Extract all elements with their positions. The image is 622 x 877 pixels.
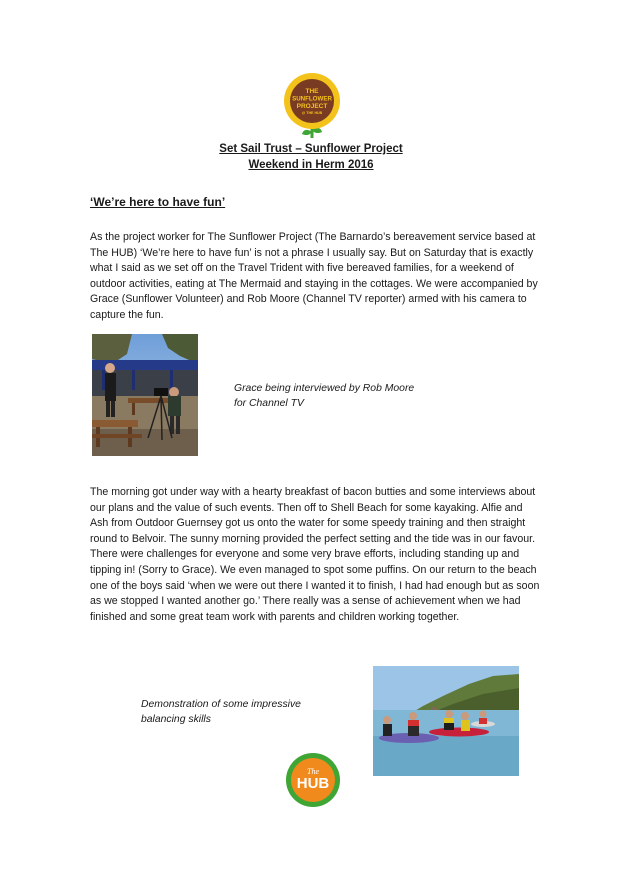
kayak-photo-caption: Demonstration of some impressive balancing skills <box>141 699 301 725</box>
hub-logo-text: HUB <box>296 775 330 792</box>
logo-line-2: SUNFLOWER <box>292 95 332 103</box>
kayak-photo <box>373 666 519 776</box>
document-title: Set Sail Trust – Sunflower Project <box>219 143 403 155</box>
logo-line-3: PROJECT <box>296 103 328 110</box>
interview-photo-caption: Grace being interviewed by Rob Moore for Channel TV <box>234 383 415 409</box>
paragraph-intro: As the project worker for The Sunflower Project (The Barnardo’s bereavement service based at The HUB) ‘We’re here to have fun’ is not a phrase I usually say. But on Saturday that is exactly what I said as we set off on the Travel Trident with five bereaved families, for a weekend of outdoor activities, eating at The Mermaid and staying in the cottages. We were accompanied by Grace (Sunflower Volunteer) and Rob Moore (Channel TV reporter) armed with his camera to capture the fun. <box>90 231 538 321</box>
hub-logo <box>285 752 341 808</box>
interview-photo <box>92 334 198 456</box>
document-subtitle: Weekend in Herm 2016 <box>248 159 374 171</box>
sunflower-project-logo <box>283 72 341 140</box>
paragraph-kayaking: The morning got under way with a hearty breakfast of bacon butties and some interviews about our plans and the value of such events. Then off to Shell Beach for some kayaking. Alfie and Ash from Outdoor Guernsey got us onto the water for some speedy training and then straight round to Belvoir. The sunny morning provided the perfect setting and the tide was in our favour. There were challenges for everyone and some very brave efforts, including standing up and tipping in! (Sorry to Grace). We even managed to spot some puffins. On our return to the beach one of the boys said ‘when we were out there I wanted it to finish, I had had enough but as soon as we stopped I wanted another go.’ There really was a sense of achievement when we had finished and some great team work with parents and children working together. <box>90 486 540 623</box>
logo-line-4: @ THE HUB <box>301 111 323 115</box>
section-heading: ‘We’re here to have fun’ <box>90 195 226 209</box>
hub-logo-small-text: The <box>307 767 319 776</box>
logo-line-1: THE <box>305 88 319 95</box>
